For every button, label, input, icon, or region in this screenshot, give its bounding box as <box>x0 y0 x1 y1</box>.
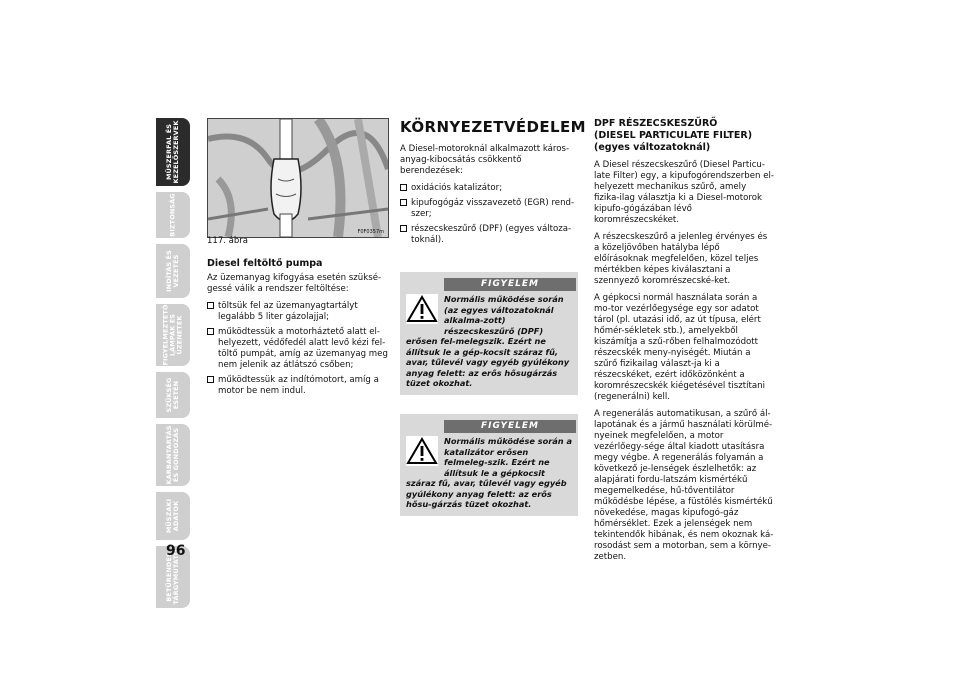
checkbox-bullet-icon <box>207 376 214 383</box>
tab-inditas[interactable] <box>156 244 190 298</box>
checkbox-bullet-icon <box>400 199 407 206</box>
list-item-text: töltsük fel az üzemanyagtartályt legalább 5 liter gázolajjal; <box>218 301 358 322</box>
list-item <box>400 224 578 246</box>
paragraph: A gépkocsi normál használata során a mo-tor vezérlőegysége egy sor adatot tárol (pl. utazási idő, az út típusa, elért hőmér-sékletek stb.), amelyekből kiszámítja a szű-rőben felhalmozódott részecskék meny-nyiségét. Miután a szűrő fizikailag választ-ja ki a részecskéket, ezért időközönként a koromrészecskék kiégetésével tisztítani (regenerálni) kell. <box>594 293 765 402</box>
device-list <box>400 183 578 246</box>
list-item <box>207 375 389 397</box>
list-item <box>400 183 578 194</box>
section-intro: A Diesel-motoroknál alkalmazott káros-anyag-kibocsátás csökkentő berendezések: <box>400 144 570 176</box>
section-intro: Az üzemanyag kifogyása esetén szüksé-gessé válik a rendszer feltöltése: <box>207 273 382 294</box>
warning-title: FIGYELEM <box>444 278 576 291</box>
tab-szukseg[interactable] <box>156 372 190 418</box>
warning-text: Normális működése során (az egyes változatoknál alkalma-zott) részecskeszűrő (DPF) erősen fel-melegszik. Ezért ne állítsuk le a gép-kocsit száraz fű, avar, tűlevél vagy egyéb gyúlékony anyag felett: az erős hősugárzás tüzet okozhat. <box>406 294 570 388</box>
checkbox-bullet-icon <box>207 302 214 309</box>
warning-title: FIGYELEM <box>444 420 576 433</box>
list-item-text: részecskeszűrő (DPF) (egyes változa-toknál). <box>411 224 572 245</box>
section-heading: Diesel feltöltő pumpa <box>207 258 323 269</box>
list-item <box>400 198 578 220</box>
section-heading: DPF RÉSZECSKESZŰRŐ (DIESEL PARTICULATE FILTER) (egyes változatoknál) <box>594 118 753 153</box>
diesel-pump-section <box>207 258 389 401</box>
paragraph: A regenerálás automatikusan, a szűrő ál-lapotának és a jármű használati körülmé-nyeinek megfelelően, a motor vezérlőegy-sége által kiadott utasításra megy végbe. A regenerálás folyamán a következő je-lenségek észlelhetők: az alapjárati fordu-latszám kismértékű megemelkedése, hű-tőventilátor működésbe lépése, a füstölés kismértékű növekedése, magas kipufogó-gáz hőmérséklet. Ezek a jelenségek nem tekintendők hibának, és nem okoznak ká-rosodást sem a motorban, sem a környe-zetben. <box>594 409 774 562</box>
tab-muszaki[interactable] <box>156 492 190 540</box>
list-item-text: működtessük az indítómotort, amíg a motor be nem indul. <box>218 375 379 396</box>
warning-triangle-icon <box>406 436 438 466</box>
warning-text: Normális működése során a katalizátor erősen felmeleg-szik. Ezért ne állítsuk le a gépkocsit száraz fű, avar, tűlevél vagy egyéb gyúlékony anyag felett: az erős hősu-gárzás tüzet okozhat. <box>406 436 573 509</box>
step-list <box>207 301 389 397</box>
tab-label: INDÍTÁS ÉS VEZETÉS <box>165 250 180 292</box>
fuel-pump-illustration <box>208 119 388 237</box>
tab-figyelmezteto[interactable] <box>156 304 190 366</box>
tab-muszerfal[interactable] <box>156 118 190 186</box>
figure-code: F0F0357m <box>357 229 384 235</box>
list-item-text: oxidációs katalizátor; <box>411 183 503 193</box>
paragraph: A részecskeszűrő a jelenleg érvényes és a közeljövőben hatályba lépő előírásoknak megfelelően, közel teljes mértékben képes kiválasztani a szennyező koromrészecské-ket. <box>594 232 768 286</box>
tab-label: MŰSZAKI ADATOK <box>165 498 180 534</box>
list-item-text: kipufogógáz visszavezető (EGR) rend-szer; <box>411 198 575 219</box>
figure-117-image <box>207 118 389 238</box>
dpf-section <box>594 118 774 569</box>
chapter-tabs <box>156 118 190 614</box>
warning-box <box>400 272 578 395</box>
tab-label: KARBANTARTÁS ÉS GONDOZÁS <box>165 425 180 485</box>
tab-label: MŰSZERFAL ÉS KEZELŐSZERVEK <box>165 120 180 184</box>
tab-label: BETŰRENDES TÁRGYMUTATÓ <box>165 549 180 605</box>
warning-triangle-icon <box>406 294 438 324</box>
tab-label: BIZTONSÁG <box>168 193 177 237</box>
tab-biztonsag[interactable] <box>156 192 190 238</box>
list-item <box>207 327 389 371</box>
checkbox-bullet-icon <box>400 225 407 232</box>
tab-karbantartas[interactable] <box>156 424 190 486</box>
page-title: KÖRNYEZETVÉDELEM <box>400 118 586 136</box>
tab-label: SZÜKSÉG ESETÉN <box>165 377 180 413</box>
list-item <box>207 301 389 323</box>
environment-section <box>400 118 586 250</box>
page-number: 96 <box>166 543 186 559</box>
paragraph: A Diesel részecskeszűrő (Diesel Particu-late Filter) egy, a kipufogórendszerben el-helyezett mechanikus szűrő, amely fizika-ilag választja ki a Diesel-motorok kipufo-gógázában lévő koromrészecskéket. <box>594 160 774 225</box>
list-item-text: működtessük a motorháztető alatt el-helyezett, védőfedél alatt levő kézi fel-töltő pumpát, amíg az üzemanyag meg nem jelenik az átlátszó csőben; <box>218 327 388 370</box>
checkbox-bullet-icon <box>400 184 407 191</box>
tab-label: FIGYELMEZTETŐ LÁMPÁK ÉS ÜZENETEK <box>161 304 184 366</box>
warning-body <box>400 291 578 395</box>
checkbox-bullet-icon <box>207 328 214 335</box>
figure-caption: 117. ábra <box>207 236 248 246</box>
warning-body <box>400 433 578 516</box>
warning-box <box>400 414 578 516</box>
